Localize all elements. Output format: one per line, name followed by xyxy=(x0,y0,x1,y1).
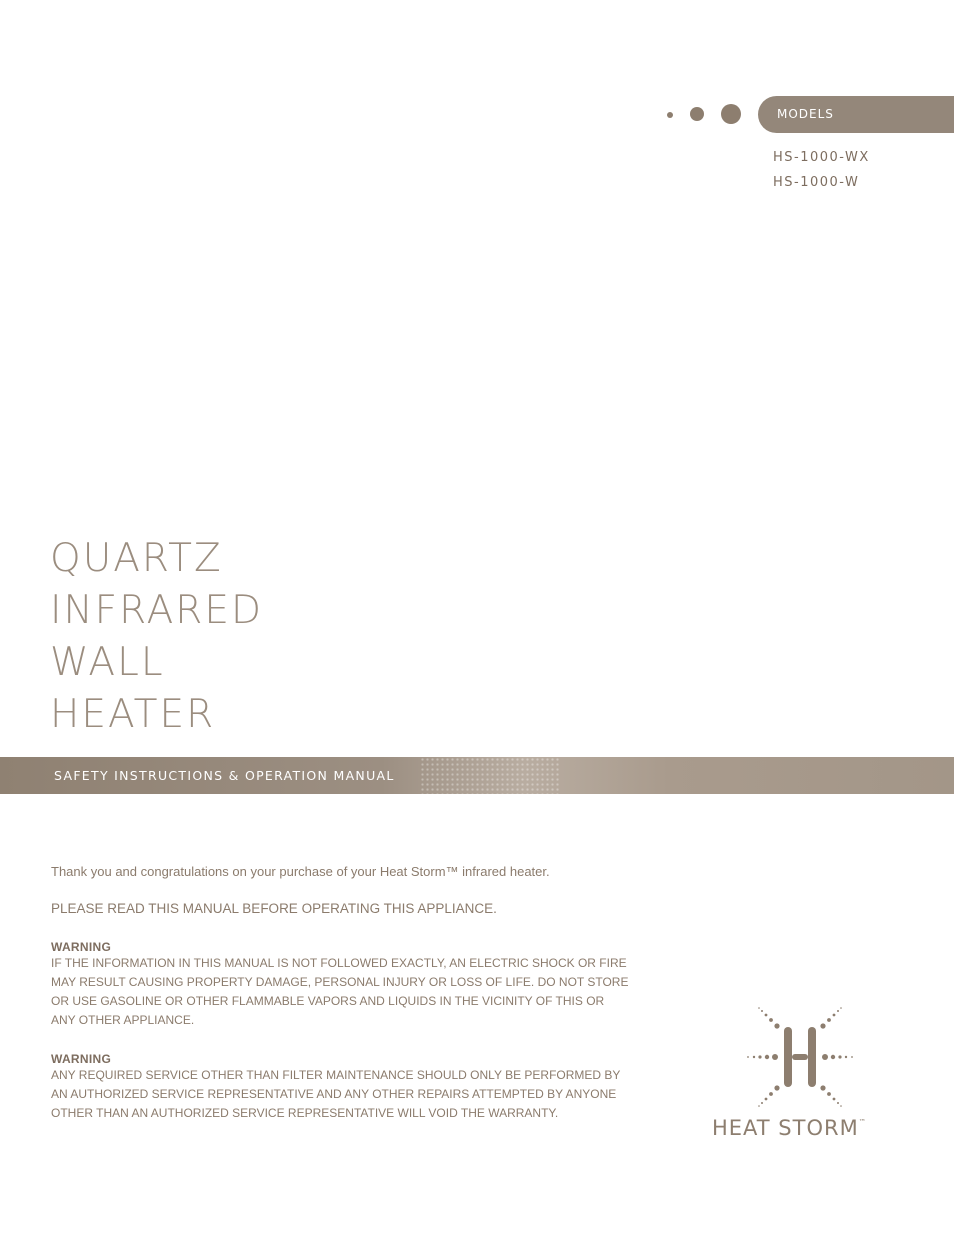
brand-wordmark: HEAT STORM xyxy=(712,1116,859,1140)
model-number: HS-1000-WX xyxy=(773,150,870,165)
warning-text: IF THE INFORMATION IN THIS MANUAL IS NOT FOLLOWED EXACTLY, AN ELECTRIC SHOCK OR FIRE MAY RESULT CAUSING PROPERTY DAMAGE, PERSONAL INJURY OR LOSS OF LIFE. DO NOT STORE OR USE GASOLINE OR OTHER FLAMMABLE VAPORS AND LIQUIDS IN THE VICINITY OF THIS OR ANY OTHER APPLIANCE. xyxy=(51,956,629,1027)
title-line: WALL xyxy=(50,640,165,685)
warning-text: ANY REQUIRED SERVICE OTHER THAN FILTER MAINTENANCE SHOULD ONLY BE PERFORMED BY AN AUTHORIZED SERVICE REPRESENTATIVE AND ANY OTHER REPAIRS ATTEMPTED BY ANYONE OTHER THAN AN AUTHORIZED SERVICE REPRESENTATIVE WILL VOID THE WARRANTY. xyxy=(51,1068,621,1120)
intro-text: Thank you and congratulations on your purchase of your Heat Storm™ infrared heater. xyxy=(51,864,550,879)
small-dot-icon xyxy=(667,112,673,118)
title-line: INFRARED xyxy=(50,588,264,633)
medium-dot-icon xyxy=(690,107,704,121)
warning-block xyxy=(51,940,631,1030)
title-line: QUARTZ xyxy=(50,536,223,581)
warning-heading: WARNING xyxy=(51,1052,112,1066)
large-dot-icon xyxy=(721,104,741,124)
warning-heading: WARNING xyxy=(51,940,112,954)
trademark-symbol: ™ xyxy=(858,1118,867,1126)
manual-subtitle-band xyxy=(0,757,954,794)
halftone-pattern xyxy=(420,757,560,794)
models-label: MODELS xyxy=(758,96,954,133)
please-read-notice: PLEASE READ THIS MANUAL BEFORE OPERATING THIS APPLIANCE. xyxy=(51,901,497,916)
title-line: HEATER xyxy=(50,692,216,737)
heat-storm-logo-icon xyxy=(744,1005,856,1113)
warning-block xyxy=(51,1052,631,1123)
brand-name xyxy=(712,1116,867,1140)
manual-subtitle: SAFETY INSTRUCTIONS & OPERATION MANUAL xyxy=(54,768,395,783)
model-number: HS-1000-W xyxy=(773,175,860,190)
